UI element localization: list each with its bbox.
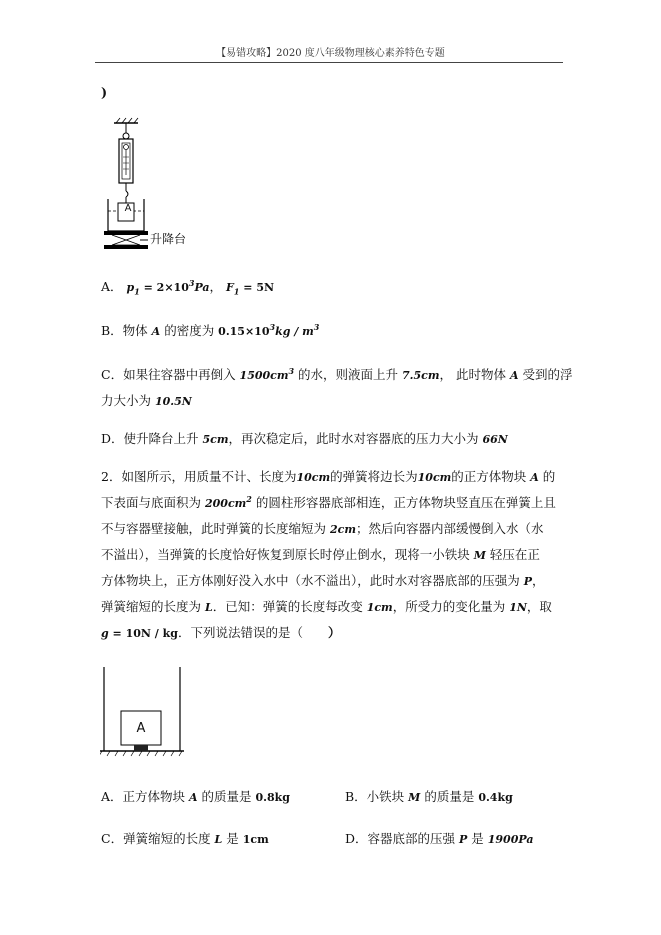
spring-container-diagram bbox=[100, 665, 195, 760]
q2-stem-line1: 2．如图所示，用质量不计、长度为10cm的弹簧将边长为10cm的正方体物块 A 的 bbox=[101, 469, 556, 484]
lift-platform-label: 升降台 bbox=[150, 232, 187, 246]
q1-option-d: D．使升降台上升 5cm，再次稳定后，此时水对容器底的压力大小为 66N bbox=[101, 431, 508, 446]
figure-1-block-label: A bbox=[124, 203, 132, 214]
q2-stem-line4: 不溢出），当弹簧的长度恰好恢复到原长时停止倒水，现将一小铁块 M 轻压在正 bbox=[101, 547, 540, 562]
q1-option-a: A． $p_1 = 2\times 10^3Pa$， $F_1 = 5N$ bbox=[101, 277, 275, 297]
header-rule bbox=[95, 62, 563, 63]
q2-option-c: C．弹簧缩短的长度 L 是 1cm bbox=[101, 831, 269, 846]
figure-2 bbox=[100, 665, 195, 760]
q1-option-b: B．物体 A 的密度为 $0.15\times 10^3kg / m^3$ bbox=[101, 321, 320, 338]
q2-option-a: A．正方体物块 A 的质量是 0.8kg bbox=[101, 789, 290, 804]
q1-option-c-line2: 力大小为 10.5N bbox=[101, 393, 192, 408]
q2-stem-line7: g = 10N / kg．下列说法错误的是（ ） bbox=[101, 625, 341, 640]
q2-option-d: D．容器底部的压强 P 是 1900Pa bbox=[345, 831, 534, 846]
q2-stem-line3: 不与容器壁接触，此时弹簧的长度缩短为 2cm；然后向容器内部缓慢倒入水（水 bbox=[101, 521, 544, 536]
top-paren: ) bbox=[101, 86, 108, 101]
page-header: 【易错攻略】2020 度八年级物理核心素养特色专题 bbox=[216, 48, 445, 59]
q2-stem-line5: 方体物块上，正方体刚好没入水中（水不溢出），此时水对容器底部的压强为 P， bbox=[101, 573, 545, 588]
q2-stem-line6: 弹簧缩短的长度为 L．已知：弹簧的长度每改变 1cm，所受力的变化量为 1N，取 bbox=[101, 599, 552, 614]
q2-option-b: B．小铁块 M 的质量是 0.4kg bbox=[345, 789, 513, 804]
figure-2-block-label: A bbox=[136, 721, 146, 736]
q2-stem-line2: 下表面与底面积为 $200cm^2$ 的圆柱形容器底部相连，正方体物块竖直压在弹簧上且 bbox=[101, 493, 556, 510]
q1-option-c-line1: C．如果往容器中再倒入 $1500cm^3$ 的水，则液面上升 7.5cm， 此时物体 A 受到的浮 bbox=[101, 365, 573, 382]
figure-1 bbox=[100, 115, 200, 250]
